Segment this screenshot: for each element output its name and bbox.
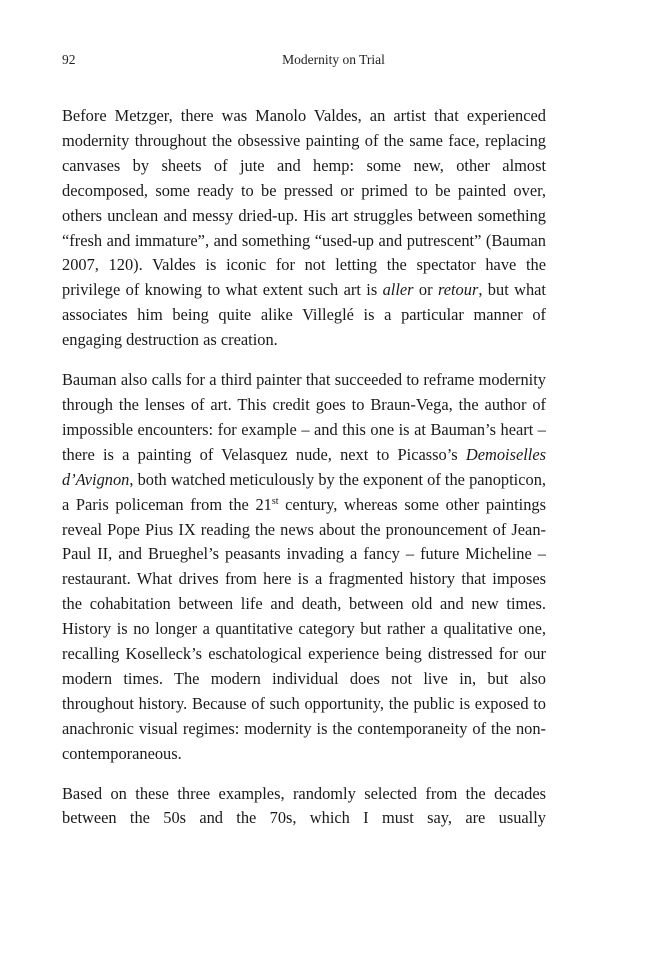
paragraph-1-text-2: or <box>413 280 438 300</box>
body-text <box>62 104 546 846</box>
paragraph-1-italic-aller: aller <box>382 280 414 300</box>
paragraph-2 <box>62 368 546 767</box>
page-number: 92 <box>62 52 76 67</box>
paragraph-3-text-1: Based on these three examples, randomly selected from the decades between the 50s and the 70s, which I must say, are usually <box>62 783 546 828</box>
paragraph-2-text-2: , both watched meticulously by the exponent of the panopticon, a Paris policeman from the 21 <box>62 469 546 514</box>
paragraph-3 <box>62 782 546 832</box>
paragraph-1 <box>62 104 546 353</box>
paragraph-1-text-3: , but what associates him being quite alike Villeglé is a particular manner of engaging destruction as creation. <box>62 280 546 350</box>
ordinal-superscript: st <box>271 495 279 507</box>
paragraph-1-italic-retour: retour <box>437 280 479 300</box>
paragraph-2-text-3: century, whereas some other paintings reveal Pope Pius IX reading the news about the pronouncement of Jean-Paul II, and Brueghel’s peasants invading a fancy – future Micheline – restaurant. What drives from here is a fragmented history that imposes the cohabitation between life and death, between old and new times. History is no longer a quantitative category but rather a qualitative one, recalling Koselleck’s eschatological experience being distressed for our modern times. The modern individual does not live in, but also throughout history. Because of such opportunity, the public is exposed to anachronic visual regimes: modernity is the contemporaneity of the non-contemporaneous. <box>62 494 546 763</box>
running-head: Modernity on Trial <box>282 52 385 67</box>
paragraph-1-text-1: Before Metzger, there was Manolo Valdes, an artist that experienced modernity throughout the obsessive painting of the same face, replacing canvases by sheets of jute and hemp: some new, other almost decomposed, some ready to be pressed or primed to be painted over, others unclean and messy dried-up. His art struggles between something “fresh and immature”, and something “used-up and putrescent” (Bauman 2007, 120). Valdes is iconic for not letting the spectator have the privilege of knowing to what extent such art is <box>62 106 546 300</box>
paragraph-2-text-1: Bauman also calls for a third painter that succeeded to reframe modernity through the lenses of art. This credit goes to Braun-Vega, the author of impossible encounters: for example – and this one is at Bauman’s heart – there is a painting of Velasquez nude, next to Picasso’s <box>62 370 546 464</box>
paragraph-2-italic-title: Demoiselles d’Avignon <box>62 444 546 489</box>
